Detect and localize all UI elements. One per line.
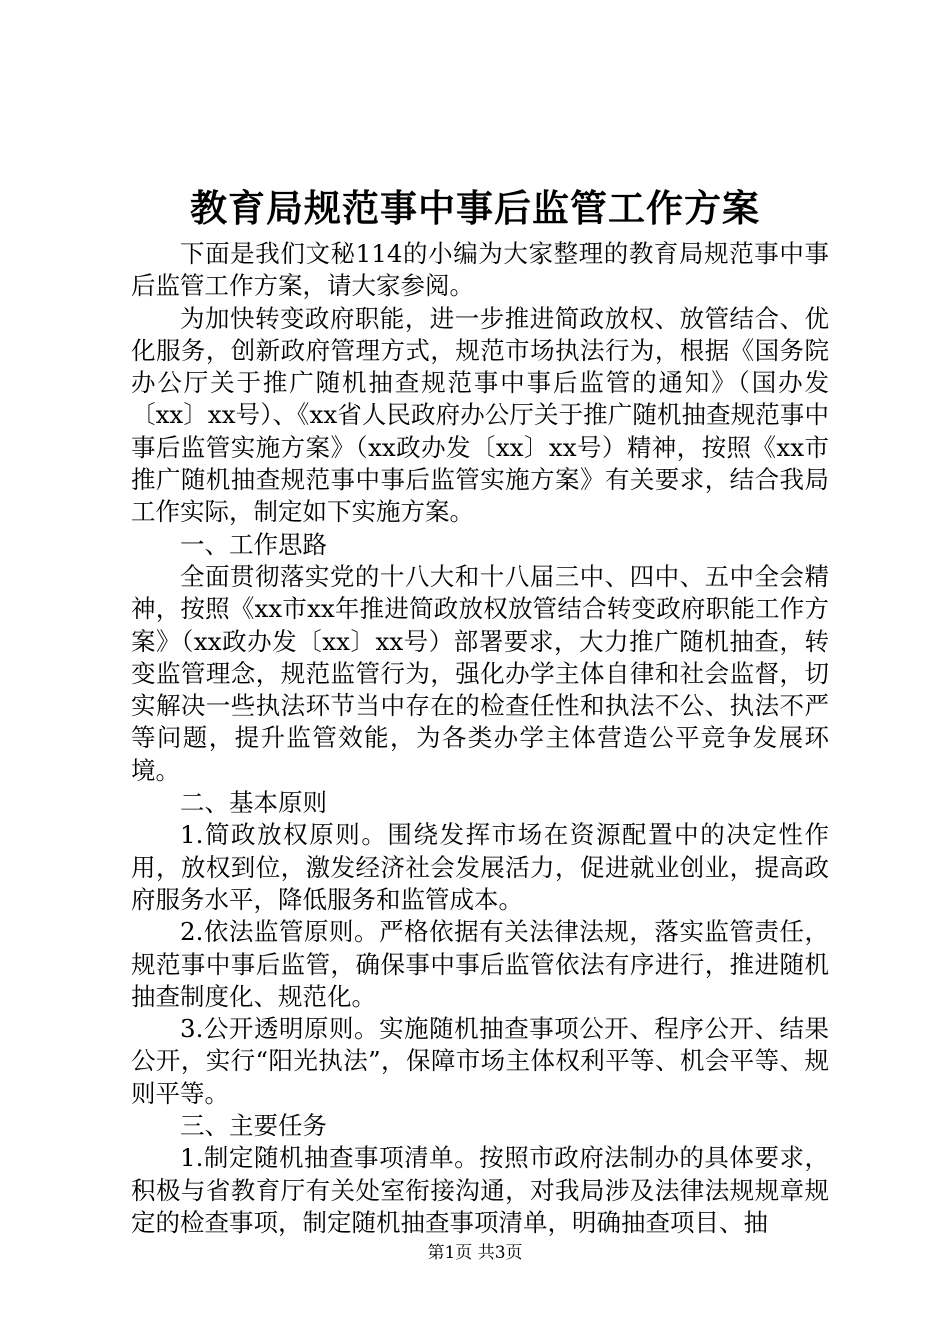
paragraph-intro: 下面是我们文秘114的小编为大家整理的教育局规范事中事后监管工作方案，请大家参阅。 [131, 239, 829, 301]
page-number-footer: 第1页 共3页 [427, 1243, 523, 1263]
paragraph-principle-3: 3.公开透明原则。实施随机抽查事项公开、程序公开、结果公开，实行“阳光执法”，保障市场主体权利平等、机会平等、规则平等。 [131, 1014, 829, 1108]
heading-basic-principles: 二、基本原则 [180, 788, 327, 818]
paragraph-principle-2: 2.依法监管原则。严格依据有关法律法规，落实监管责任，规范事中事后监管，确保事中事后监管依法有序进行，推进随机抽查制度化、规范化。 [131, 917, 829, 1011]
paragraph-principle-1: 1.简政放权原则。围绕发挥市场在资源配置中的决定性作用，放权到位，激发经济社会发展活力，促进就业创业，提高政府服务水平，降低服务和监管成本。 [131, 820, 829, 914]
paragraph-task-1: 1.制定随机抽查事项清单。按照市政府法制办的具体要求，积极与省教育厅有关处室衔接沟通，对我局涉及法律法规规章规定的检查事项，制定随机抽查事项清单，明确抽查项目、抽 [131, 1143, 829, 1237]
document-body [131, 238, 829, 1239]
heading-work-approach: 一、工作思路 [180, 529, 327, 559]
document-title: 教育局规范事中事后监管工作方案 [190, 186, 760, 230]
paragraph-work-approach: 全面贯彻落实党的十八大和十八届三中、四中、五中全会精神，按照《xx市xx年推进简政放权放管结合转变政府职能工作方案》（xx政办发〔xx〕xx号）部署要求，大力推广随机抽查，转变监管理念，规范监管行为，强化办学主体自律和社会监督，切实解决一些执法环节当中存在的检查任性和执法不公、执法不严等问题，提升监管效能，为各类办学主体营造公平竞争发展环境。 [131, 561, 829, 785]
heading-main-tasks: 三、主要任务 [180, 1111, 327, 1141]
paragraph-preamble: 为加快转变政府职能，进一步推进简政放权、放管结合、优化服务，创新政府管理方式，规范市场执法行为，根据《国务院办公厅关于推广随机抽查规范事中事后监管的通知》（国办发〔xx〕xx号）、《xx省人民政府办公厅关于推广随机抽查规范事中事后监管实施方案》（xx政办发〔xx〕xx号）精神，按照《xx市推广随机抽查规范事中事后监管实施方案》有关要求，结合我局工作实际，制定如下实施方案。 [131, 303, 829, 527]
